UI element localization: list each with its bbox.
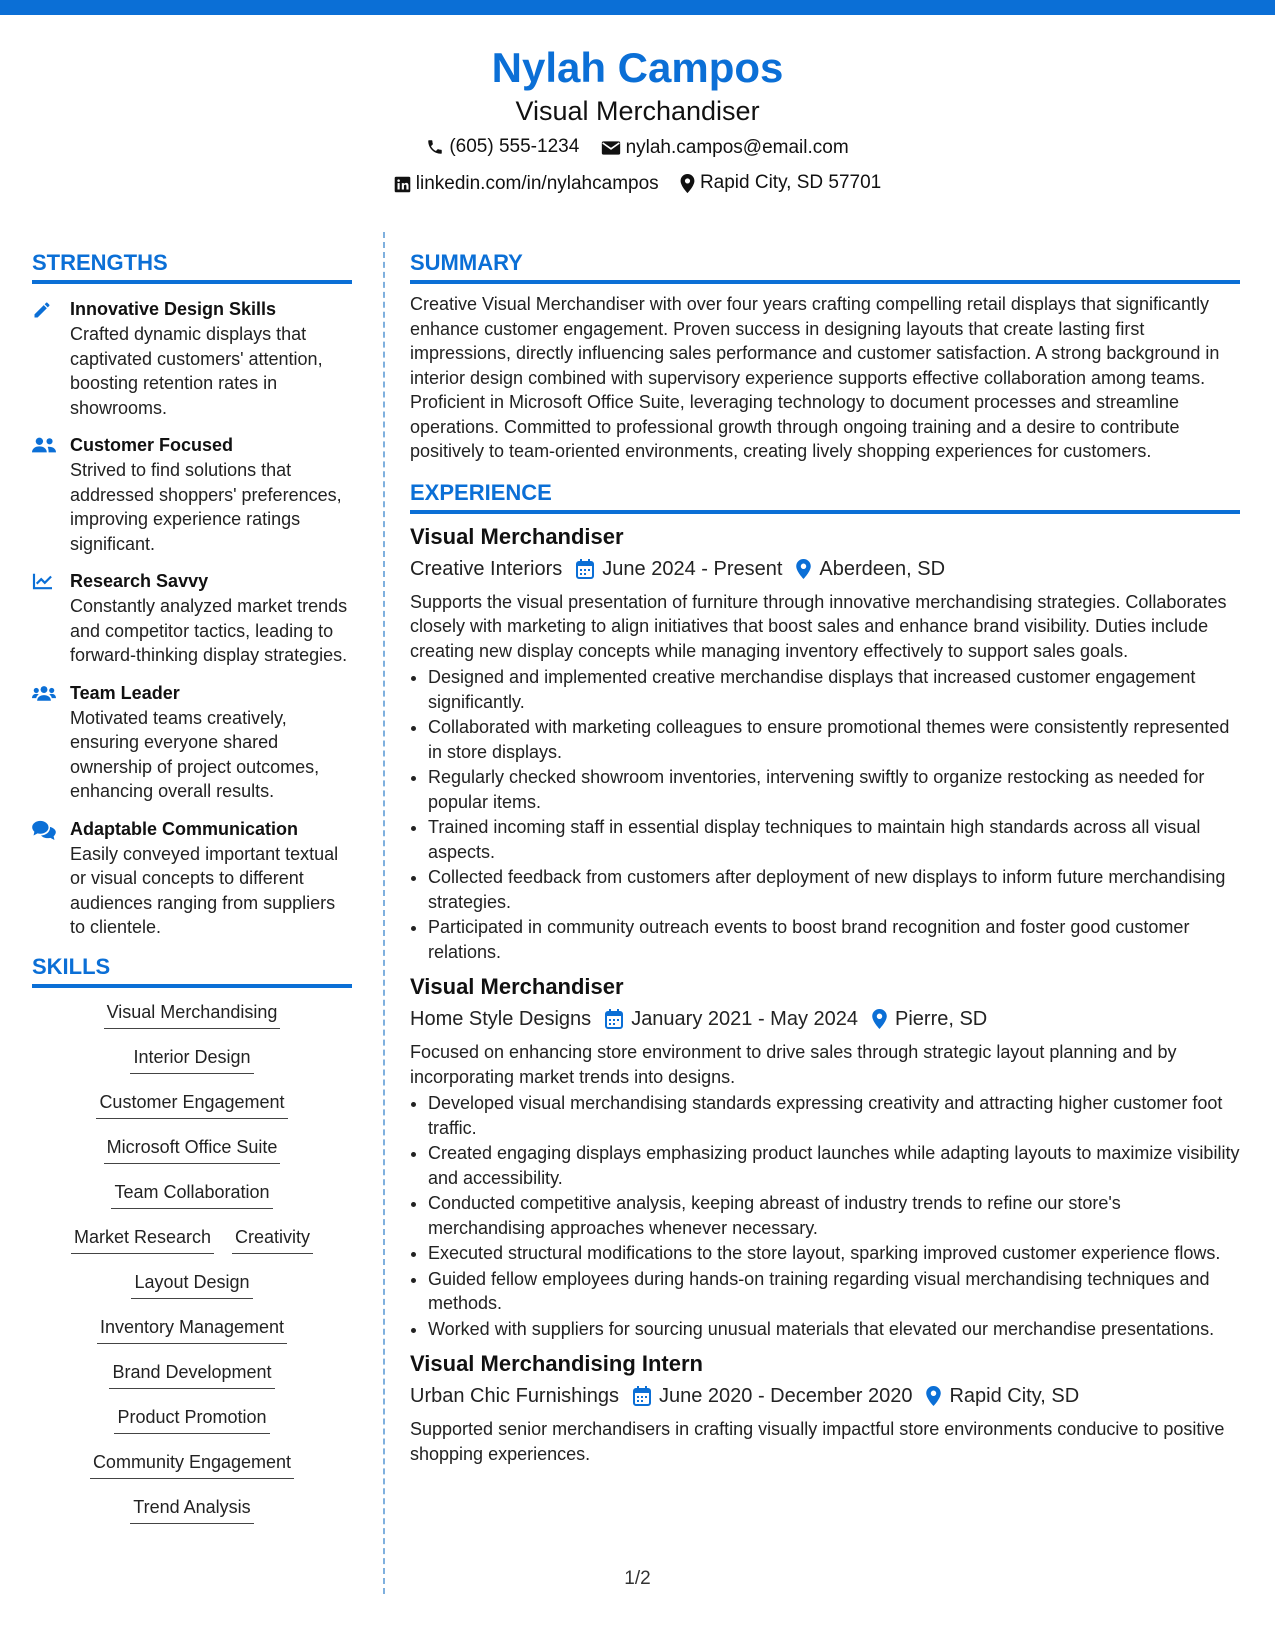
- summary-text: Creative Visual Merchandiser with over four years crafting compelling retail displays that significantly enhance customer engagement. Proven success in designing layouts that create lasting first impressions, directly influencing sales performance and customer satisfaction. A strong background in interior design combined with supervisory experience supports effective collaboration among teams. Proficient in Microsoft Office Suite, leveraging technology to document processes and streamline operations. Committed to professional growth through ongoing training and a desire to contribute positively to team-oriented environments, creating lively shopping experiences for customers.: [410, 294, 1220, 461]
- job-entry: [410, 972, 1240, 1341]
- candidate-name: Nylah Campos: [491, 44, 784, 91]
- bullet-item: • Guided fellow employees during hands-on training regarding visual merchandising techniques and methods.: [428, 1267, 1240, 1316]
- job-title: Visual Merchandiser: [410, 974, 624, 999]
- skill-tag: Market Research: [71, 1225, 214, 1254]
- skill-row: [32, 1315, 352, 1360]
- resume-header: [0, 42, 1275, 203]
- candidate-title: Visual Merchandiser: [515, 96, 760, 126]
- skill-tag: Inventory Management: [97, 1315, 287, 1344]
- bullet-item: • Worked with suppliers for sourcing unusual materials that elevated our merchandise presentations.: [428, 1317, 1240, 1342]
- skill-tag: Brand Development: [109, 1360, 274, 1389]
- job-location: Rapid City, SD: [949, 1385, 1080, 1407]
- bullet-item: • Designed and implemented creative merchandise displays that increased customer engagement significantly.: [428, 665, 1240, 714]
- strengths-heading: STRENGTHS: [32, 248, 352, 284]
- bullet-item: • Created engaging displays emphasizing product launches while adapting layouts to maximize visibility and accessibility.: [428, 1141, 1240, 1190]
- skill-row: [32, 1000, 352, 1045]
- skill-row: [32, 1225, 352, 1270]
- skill-tag: Visual Merchandising: [104, 1000, 281, 1029]
- email-text[interactable]: nylah.campos@email.com: [625, 137, 849, 158]
- users-icon: [32, 436, 56, 454]
- column-divider: [383, 232, 385, 1594]
- skill-row: [32, 1405, 352, 1450]
- job-meta: [410, 1004, 1240, 1034]
- strength-title: Research Savvy: [70, 571, 209, 591]
- strength-desc: Motivated teams creatively, ensuring everyone shared ownership of project outcomes, enhancing overall results.: [70, 707, 320, 801]
- skill-tag: Product Promotion: [114, 1405, 269, 1434]
- job-description: Supported senior merchandisers in crafting visually impactful store environments conducive to positive shopping experiences.: [410, 1419, 1225, 1464]
- job-company: Home Style Designs: [410, 1008, 592, 1030]
- strength-desc: Constantly analyzed market trends and competitor tactics, leading to forward-thinking display strategies.: [70, 596, 348, 665]
- skill-row: [32, 1090, 352, 1135]
- bullet-item: • Trained incoming staff in essential display techniques to maintain high standards across all visual aspects.: [428, 815, 1240, 864]
- strength-desc: Strived to find solutions that addressed shoppers' preferences, improving experience ratings significant.: [70, 460, 342, 554]
- experience-heading: EXPERIENCE: [410, 478, 1240, 514]
- job-bullets: [410, 665, 1240, 964]
- location-text: Rapid City, SD 57701: [699, 172, 882, 193]
- calendar-icon: [633, 1386, 651, 1406]
- skill-tag: Creativity: [232, 1225, 313, 1254]
- skill-tag: Community Engagement: [90, 1450, 294, 1479]
- job-entry: [410, 1349, 1240, 1466]
- calendar-icon: [576, 559, 594, 579]
- job-bullets: [410, 1091, 1240, 1341]
- phone-icon: [426, 138, 444, 156]
- bullet-item: • Developed visual merchandising standards expressing creativity and attracting higher customer foot traffic.: [428, 1091, 1240, 1140]
- skill-row: [32, 1180, 352, 1225]
- map-pin-icon: [796, 559, 811, 579]
- map-pin-icon: [680, 174, 695, 193]
- skill-row: [32, 1360, 352, 1405]
- skill-row: [32, 1045, 352, 1090]
- strength-desc: Easily conveyed important textual or visual concepts to different audiences ranging from suppliers to clientele.: [70, 843, 339, 937]
- job-dates: June 2020 - December 2020: [658, 1385, 913, 1407]
- job-meta: [410, 554, 1240, 584]
- strength-item: [32, 432, 352, 556]
- right-column: [410, 248, 1240, 1466]
- left-column: [32, 248, 352, 1540]
- job-company: Creative Interiors: [410, 557, 563, 580]
- job-dates: June 2024 - Present: [602, 557, 783, 580]
- phone-text: (605) 555-1234: [449, 136, 580, 157]
- bullet-item: • Collaborated with marketing colleagues to ensure promotional themes were consistently represented in store displays.: [428, 715, 1240, 764]
- job-title: Visual Merchandiser: [410, 523, 624, 549]
- strength-item: [32, 568, 352, 668]
- contact-row-2: [0, 168, 1275, 203]
- skill-tag: Trend Analysis: [130, 1495, 253, 1524]
- strength-title: Innovative Design Skills: [70, 299, 277, 319]
- skill-tag: Customer Engagement: [96, 1090, 287, 1119]
- strength-item: [32, 816, 352, 940]
- comments-icon: [32, 820, 56, 840]
- strength-desc: Crafted dynamic displays that captivated customers' attention, boosting retention rates in showrooms.: [70, 324, 323, 418]
- skill-tag: Layout Design: [131, 1270, 252, 1299]
- skill-row: [32, 1450, 352, 1495]
- skill-tag: Team Collaboration: [111, 1180, 272, 1209]
- job-entry: [410, 522, 1240, 965]
- job-title: Visual Merchandising Intern: [410, 1351, 703, 1376]
- job-location: Aberdeen, SD: [819, 557, 946, 580]
- linkedin-text[interactable]: linkedin.com/in/nylahcampos: [415, 173, 659, 194]
- job-dates: January 2021 - May 2024: [631, 1008, 858, 1030]
- skills-list: [32, 1000, 352, 1540]
- bullet-item: • Regularly checked showroom inventories, intervening swiftly to organize restocking as needed for popular items.: [428, 765, 1240, 814]
- location-contact: [680, 168, 881, 198]
- calendar-icon: [605, 1009, 623, 1029]
- strength-title: Customer Focused: [70, 435, 234, 455]
- phone-contact: [426, 132, 579, 162]
- bullet-item: • Executed structural modifications to the store layout, sparking improved customer experience flows.: [428, 1241, 1240, 1266]
- skill-tag: Interior Design: [130, 1045, 253, 1074]
- skill-tag: Microsoft Office Suite: [104, 1135, 281, 1164]
- email-contact[interactable]: [601, 133, 849, 163]
- skills-heading: SKILLS: [32, 952, 352, 988]
- skill-row: [32, 1270, 352, 1315]
- summary-heading: SUMMARY: [410, 248, 1240, 284]
- pencil-icon: [32, 300, 52, 320]
- strength-item: [32, 680, 352, 804]
- contact-row-1: [0, 132, 1275, 166]
- map-pin-icon: [872, 1009, 887, 1029]
- strengths-list: [32, 296, 352, 940]
- bullet-item: • Conducted competitive analysis, keeping abreast of industry trends to refine our store's merchandising approaches whenever necessary.: [428, 1191, 1240, 1240]
- job-description: Supports the visual presentation of furniture through innovative merchandising strategies. Collaborates closely with marketing to align initiatives that boost sales and enhance brand visibility. Duties include creating new display concepts while managing inventory effectively to support sales goals.: [410, 591, 1227, 661]
- linkedin-contact[interactable]: [394, 169, 659, 199]
- bullet-item: • Collected feedback from customers after deployment of new displays to inform future merchandising strategies.: [428, 865, 1240, 914]
- job-meta: [410, 1381, 1240, 1411]
- skill-row: [32, 1135, 352, 1180]
- map-pin-icon: [926, 1386, 941, 1406]
- chart-line-icon: [32, 572, 54, 590]
- page-number: 1/2: [624, 1568, 651, 1589]
- top-accent-bar: [0, 0, 1275, 15]
- bullet-item: • Participated in community outreach events to boost brand recognition and foster good customer relations.: [428, 915, 1240, 964]
- job-description: Focused on enhancing store environment to drive sales through strategic layout planning and by incorporating market trends into designs.: [410, 1042, 1177, 1087]
- linkedin-icon: [394, 176, 411, 193]
- job-company: Urban Chic Furnishings: [410, 1385, 619, 1407]
- skill-row: [32, 1495, 352, 1540]
- strength-item: [32, 296, 352, 420]
- strength-title: Team Leader: [70, 682, 180, 703]
- job-location: Pierre, SD: [895, 1008, 988, 1030]
- envelope-icon: [601, 140, 621, 156]
- strength-title: Adaptable Communication: [70, 818, 299, 839]
- team-icon: [32, 684, 56, 702]
